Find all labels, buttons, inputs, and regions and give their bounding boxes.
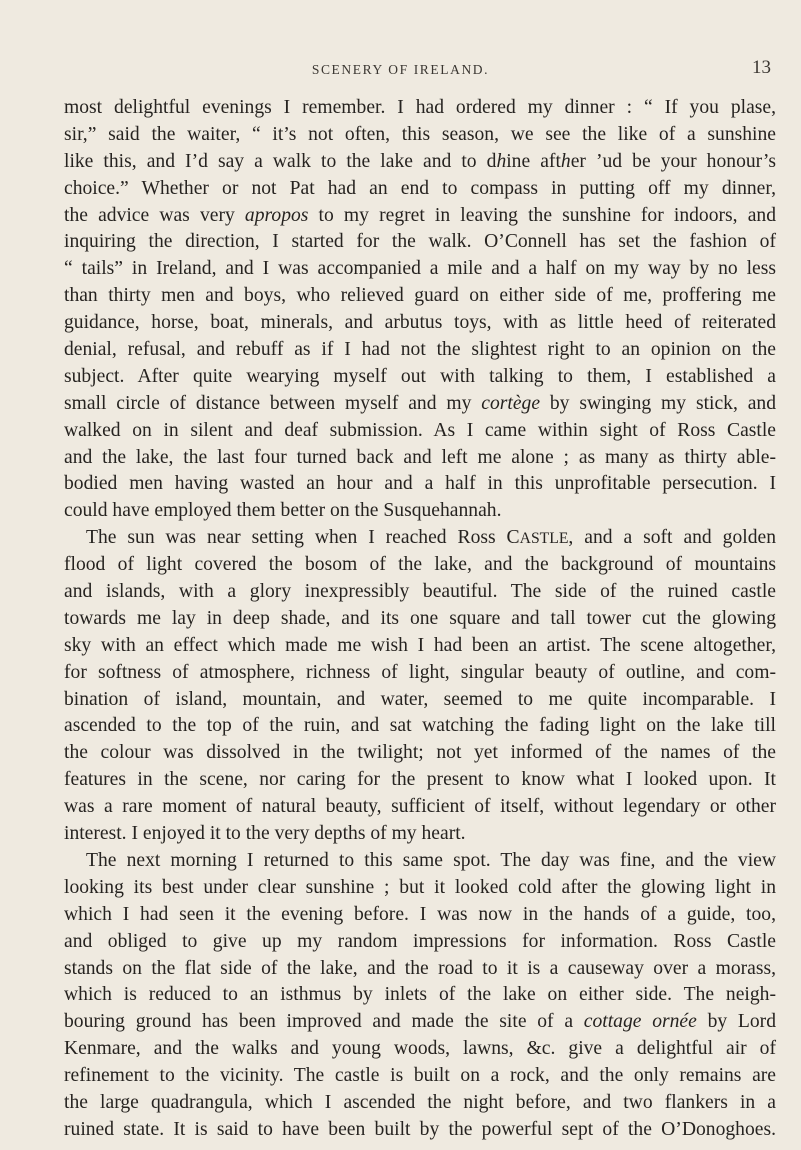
text-line: inquiring the direction, I started for the walk. O’Connell has set the fashion of — [64, 231, 776, 253]
text-line: bination of island, mountain, and water, seemed to me quite incomparable. I — [64, 688, 776, 710]
text-line: sky with an effect which made me wish I had been an artist. The scene altogether, — [64, 634, 776, 656]
text-line: bouring ground has been improved and made the site of a cottage ornée by Lord — [64, 1011, 777, 1033]
text-line: interest. I enjoyed it to the very depths of my heart. — [64, 823, 466, 845]
text-line: The next morning I returned to this same spot. The day was fine, and the view — [86, 849, 776, 871]
text-line: than thirty men and boys, who relieved guard on either side of me, proffering me — [64, 285, 776, 307]
text-line: ascended to the top of the ruin, and sat watching the fading light on the lake till — [64, 715, 776, 737]
text-line: towards me lay in deep shade, and its one square and tall tower cut the glowing — [64, 607, 776, 629]
text-line: small circle of distance between myself and my cortège by swinging my stick, and — [64, 392, 776, 414]
text-line: and obliged to give up my random impressions for information. Ross Castle — [64, 930, 776, 952]
text-line: the large quadrangula, which I ascended the night before, and two flankers in a — [64, 1091, 776, 1113]
text-line: like this, and I’d say a walk to the lake and to dhine afther ’ud be your honour’s — [64, 150, 776, 172]
running-title: SCENERY OF IRELAND. — [311, 62, 490, 77]
text-line: subject. After quite wearying myself out with talking to them, I established a — [64, 365, 776, 387]
text-line: choice.” Whether or not Pat had an end to compass in putting off my dinner, — [64, 177, 776, 199]
running-head — [0, 57, 801, 86]
text-line: guidance, horse, boat, minerals, and arbutus toys, with as little heed of reiterated — [64, 312, 776, 334]
text-line: denial, refusal, and rebuff as if I had not the slightest right to an opinion on the — [64, 339, 776, 361]
text-line: Kenmare, and the walks and young woods, lawns, &c. give a delightful air of — [64, 1038, 776, 1060]
text-line: flood of light covered the bosom of the lake, and the background of mountains — [64, 554, 776, 576]
text-line: for softness of atmosphere, richness of light, singular beauty of outline, and com- — [64, 661, 776, 683]
text-line: ruined state. It is said to have been built by the powerful sept of the O’Donoghoes. — [64, 1118, 776, 1140]
text-line: could have employed them better on the Susquehannah. — [64, 500, 502, 522]
text-line: features in the scene, nor caring for the present to know what I looked upon. It — [64, 769, 776, 791]
text-line: bodied men having wasted an hour and a half in this unprofitable persecution. I — [64, 473, 776, 495]
text-line: was a rare moment of natural beauty, sufficient of itself, without legendary or other — [64, 796, 776, 818]
text-line: which I had seen it the evening before. I was now in the hands of a guide, too, — [64, 903, 776, 925]
text-line: The sun was near setting when I reached Ross CASTLE, and a soft and golden — [86, 527, 776, 549]
text-line: looking its best under clear sunshine ; but it looked cold after the glowing light in — [64, 876, 776, 898]
body-text — [64, 95, 776, 1144]
text-line: “ tails” in Ireland, and I was accompanied a mile and a half on my way by no less — [64, 258, 776, 280]
text-line: the colour was dissolved in the twilight; not yet informed of the names of the — [64, 742, 776, 764]
text-line: most delightful evenings I remember. I had ordered my dinner : “ If you plase, — [64, 97, 776, 118]
page-number: 13 — [752, 57, 771, 78]
text-line: and islands, with a glory inexpressibly beautiful. The side of the ruined castle — [64, 581, 776, 603]
text-line: refinement to the vicinity. The castle is built on a rock, and the only remains are — [64, 1065, 776, 1087]
text-line: the advice was very apropos to my regret in leaving the sunshine for indoors, and — [64, 204, 776, 226]
text-line: stands on the flat side of the lake, and the road to it is a causeway over a morass, — [64, 957, 776, 979]
text-line: walked on in silent and deaf submission. As I came within sight of Ross Castle — [64, 419, 776, 441]
text-line: and the lake, the last four turned back and left me alone ; as many as thirty able- — [64, 446, 776, 468]
text-line: sir,” said the waiter, “ it’s not often, this season, we see the like of a sunshine — [64, 123, 776, 145]
text-line: which is reduced to an isthmus by inlets of the lake on either side. The neigh- — [64, 984, 776, 1006]
